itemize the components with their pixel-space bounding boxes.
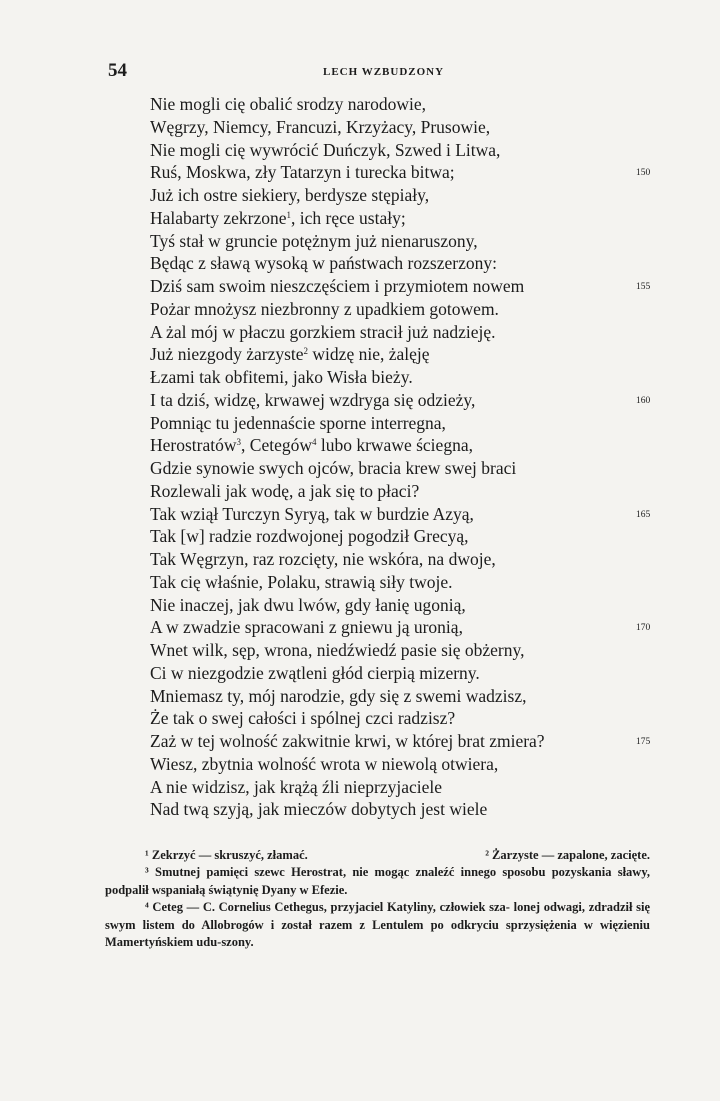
verse-text: Wiesz, zbytnia wolność wrota w niewolą otwiera, [150,753,499,774]
footnote-3 [105,864,650,899]
verse-line [150,685,690,708]
verse-line [150,252,690,275]
verse-line [150,207,690,230]
verse-text: Mniemasz ty, mój narodzie, gdy się z swemi wadzisz, [150,685,527,706]
verse-text: I ta dziś, widzę, krwawej wzdryga się odzieży, [150,389,476,410]
line-number: 170 [636,623,651,634]
verse-line [150,503,690,526]
footnote-row [105,847,650,864]
verse-text: Pożar mnożysz niezbronny z upadkiem gotowem. [150,298,499,319]
footnote-3-first: ³ Smutnej pamięci szewc Herostrat, nie mogąc znaleźć innego [145,865,497,880]
verse-text: A żal mój w płaczu gorzkiem stracił już nadzieję. [150,321,496,342]
line-number: 165 [636,509,651,520]
verse-text: Tak wziął Turczyn Syryą, tak w burdzie Azyą, [150,503,474,524]
verse-text: Dziś sam swoim nieszczęściem i przymiotem nowem [150,276,525,296]
verse-line [150,457,690,480]
verse-line [150,753,690,776]
verse-text: Że tak o swej całości i spólnej czci radzisz? [150,708,456,729]
verse-line [150,616,690,639]
page-header [108,60,660,86]
verse-text: Ruś, Moskwa, zły Tatarzyn i turecka bitwa; [150,162,455,183]
line-number: 155 [636,282,651,292]
verse-text: Ci w niezgodzie zwątleni głód cierpią mizerny. [150,662,480,683]
verse-line [150,366,690,389]
verse-line [150,594,690,617]
verse-line [150,548,690,571]
footnote-ref: 2 [303,346,309,357]
verse-text: Tak [w] radzie rozdwojonej pogodził Grecyą, [150,526,469,547]
verse-text: Zaż w tej wolność zakwitnie krwi, w której brat zmiera? [150,731,545,751]
verse-line [150,730,690,753]
verse-line [150,776,690,799]
footnote-3-rest: sposobu pozyskania sławy, podpalił wspaniałą świątynię Dyany w Efezie. [105,865,651,897]
verse-text: Gdzie synowie swych ojców, bracia krew swej braci [150,458,517,478]
verse-text: Tak Węgrzyn, raz rozcięty, nie wskóra, na dwoje, [150,549,496,569]
footnote-ref: 4 [311,437,317,448]
verse-text: Już ich ostre siekiery, berdysze stępiały, [150,185,430,205]
verse-line [150,139,690,162]
verse-text: Wnet wilk, sęp, wrona, niedźwiedź pasie się obżerny, [150,640,525,660]
verse-text: Herostratów [150,435,237,456]
running-head: LECH WZBUDZONY [323,66,445,78]
verse-line [150,571,690,594]
verse-line [150,343,690,366]
verse-text: , ich ręce ustały; [291,207,406,228]
verse-line [150,321,690,344]
verse-line [150,298,690,321]
verse-text: A nie widzisz, jak krążą źli nieprzyjaciele [150,776,443,797]
verse-line [150,184,690,207]
verse-text: Pomniąc tu jedennaście sporne interregna, [150,412,446,433]
verse-line [150,798,690,821]
verse-text: Halabarty zekrzone [150,207,287,228]
verse-text: Węgrzy, Niemcy, Francuzi, Krzyżacy, Prusowie, [150,116,491,137]
verse-text: , Cetegów [241,435,312,456]
verse-text: Nad twą szyją, jak mieczów dobytych jest wiele [150,799,488,820]
poem-verse [150,93,690,821]
verse-line [150,275,690,298]
verse-line [150,639,690,662]
verse-text: A w zwadzie spracowani z gniewu ją uronią, [150,617,463,638]
footnote-4-first: ⁴ Ceteg — C. Cornelius Cethegus, przyjaciel Katyliny, człowiek sza- [145,900,510,915]
page-number: 54 [108,60,127,81]
verse-text: Rozlewali jak wodę, a jak się to płaci? [150,480,420,501]
verse-line [150,434,690,457]
verse-text: Tak cię właśnie, Polaku, strawią siły twoje. [150,571,453,592]
verse-line [150,116,690,139]
verse-line [150,161,690,184]
line-number: 150 [636,168,651,179]
verse-text: Będąc z sławą wysoką w państwach rozszerzony: [150,253,497,274]
verse-text: Nie mogli cię wywrócić Duńczyk, Szwed i Litwa, [150,139,501,160]
verse-line [150,707,690,730]
footnote-ref: 1 [286,209,292,220]
verse-text: Już niezgody żarzyste [150,344,304,365]
verse-text: Łzami tak obfitemi, jako Wisła bieży. [150,367,413,387]
verse-line [150,480,690,503]
verse-text: widzę nie, żalęję [308,344,430,365]
verse-line [150,230,690,253]
footnote-1: ¹ Zekrzyć — skruszyć, złamać. [145,848,308,862]
footnote-4-rest: lonej odwagi, zdradził się swym listem do Allobrogów i został razem z Lentulem po odkryciu sprzysiężenia w więzieniu Mamertyńskiem udu-szony. [105,900,651,950]
verse-line [150,389,690,412]
footnotes [105,847,650,951]
footnote-ref: 3 [236,437,242,448]
line-number: 160 [636,395,651,406]
verse-line [150,525,690,548]
verse-text: lubo krwawe ściegna, [316,435,473,456]
footnote-4 [105,899,650,951]
footnote-2: ² Żarzyste — zapalone, zacięte. [485,848,650,862]
verse-text: Tyś stał w gruncie potężnym już nienaruszony, [150,230,478,251]
verse-text: Nie mogli cię obalić srodzy narodowie, [150,94,427,114]
verse-line [150,412,690,435]
line-number: 175 [636,737,651,747]
verse-line [150,93,690,116]
verse-line [150,662,690,685]
verse-text: Nie inaczej, jak dwu lwów, gdy łanię ugonią, [150,594,466,615]
